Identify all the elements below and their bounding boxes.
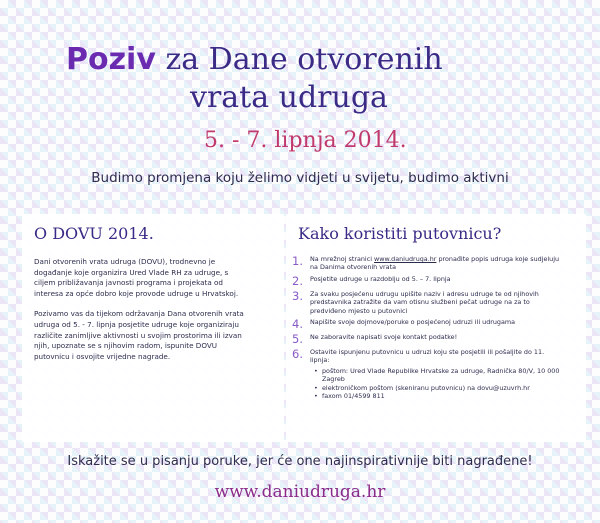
send-option-text: elektroničkom poštom (skeniranu putovnicu) na dovu@uzuvrh.hr: [322, 383, 530, 392]
step-number: 3.: [292, 288, 303, 303]
step-item: [292, 290, 586, 315]
step-item: [292, 348, 586, 400]
send-option: [314, 392, 560, 400]
title-rest: za Dane otvorenih: [165, 42, 443, 77]
passport-panel: [286, 214, 586, 442]
footer-message: Iskažite se u pisanju poruke, jer će one najinspirativnije biti nagrađene!: [67, 454, 533, 469]
step-number: 2.: [292, 273, 303, 288]
send-option: [314, 384, 560, 392]
step-number: 6.: [292, 347, 303, 362]
step-item: [292, 275, 586, 287]
step-number: 1.: [292, 254, 303, 268]
about-text: [34, 257, 244, 362]
step-number: 5.: [292, 332, 303, 347]
about-title: O DOVU 2014.: [34, 224, 154, 243]
steps-list: [292, 255, 586, 400]
about-paragraph: Dani otvorenih vrata udruga (DOVU), trodnevno je događanje koje organizira Ured Vlade RH za udruge, s ciljem približavanja javnosti programa i projekata od interesa za opće dobro koje provode udruge u Hrvatskoj.: [34, 257, 239, 298]
about-paragraph: Pozivamo vas da tijekom održavanja Dana otvorenih vrata udruga od 5. - 7. lipnja posjetite udruge koje organiziraju različite zanimljive aktivnosti u svojim prostorima ili izvan njih, upoznate se s njihovim radom, ispunite DOVU putovnicu i osvojite vrijedne nagrade.: [34, 309, 244, 361]
step-text: Za svaku posjećenu udrugu upišite naziv i adresu udruge te od njihovih predstavnika zatražite da vam otisnu službeni pečat udruge na za to predviđeno mjesto u putovnici: [310, 289, 539, 315]
step-text: Ne zaboravite napisati svoje kontakt podatke!: [310, 333, 458, 342]
title-line-2: vrata udruga: [190, 80, 388, 115]
step-text: Napišite svoje dojmove/poruke o posjećenoj udruzi ili udrugama: [310, 318, 516, 327]
footer-website-link[interactable]: www.daniudruga.hr: [214, 482, 386, 502]
step-text-post: pronađite popis udruga koje sudjeluju na Danima otvorenih vrata: [310, 255, 560, 272]
step-text: [310, 255, 560, 272]
step-item: [292, 318, 586, 330]
step-text-pre: Na mrežnoj stranici: [310, 255, 375, 263]
passport-title: Kako koristiti putovnicu?: [298, 224, 502, 243]
title-word-poziv: Poziv: [66, 42, 156, 77]
event-date: 5. - 7. lipnja 2014.: [204, 128, 407, 153]
step-item: [292, 333, 586, 345]
step-text: Posjetite udruge u razdoblju od 5. – 7. lipnja: [310, 274, 451, 283]
website-link[interactable]: www.daniudruga.hr: [374, 255, 437, 263]
step-text: [310, 348, 560, 400]
send-option: [314, 367, 560, 384]
send-option-text: poštom: Ured Vlade Republike Hrvatske za udruge, Radnička 80/V, 10 000 Zagreb: [322, 366, 560, 384]
motto: Budimo promjena koju želimo vidjeti u svijetu, budimo aktivni: [91, 170, 509, 186]
header-title-block: [66, 40, 546, 160]
step-item: [292, 255, 586, 272]
title-line-1: [66, 40, 443, 80]
step-number: 4.: [292, 317, 303, 332]
bullet-icon: •: [314, 383, 318, 392]
send-options-list: [314, 367, 560, 401]
bullet-icon: •: [314, 392, 318, 401]
bullet-icon: •: [314, 366, 318, 375]
about-panel: [22, 214, 284, 442]
send-option-text: faxom 01/4599 811: [322, 392, 385, 401]
step-text-main: Ostavite ispunjenu putovnicu u udruzi koju ste posjetili ili pošaljite do 11. lipnja:: [310, 348, 545, 365]
